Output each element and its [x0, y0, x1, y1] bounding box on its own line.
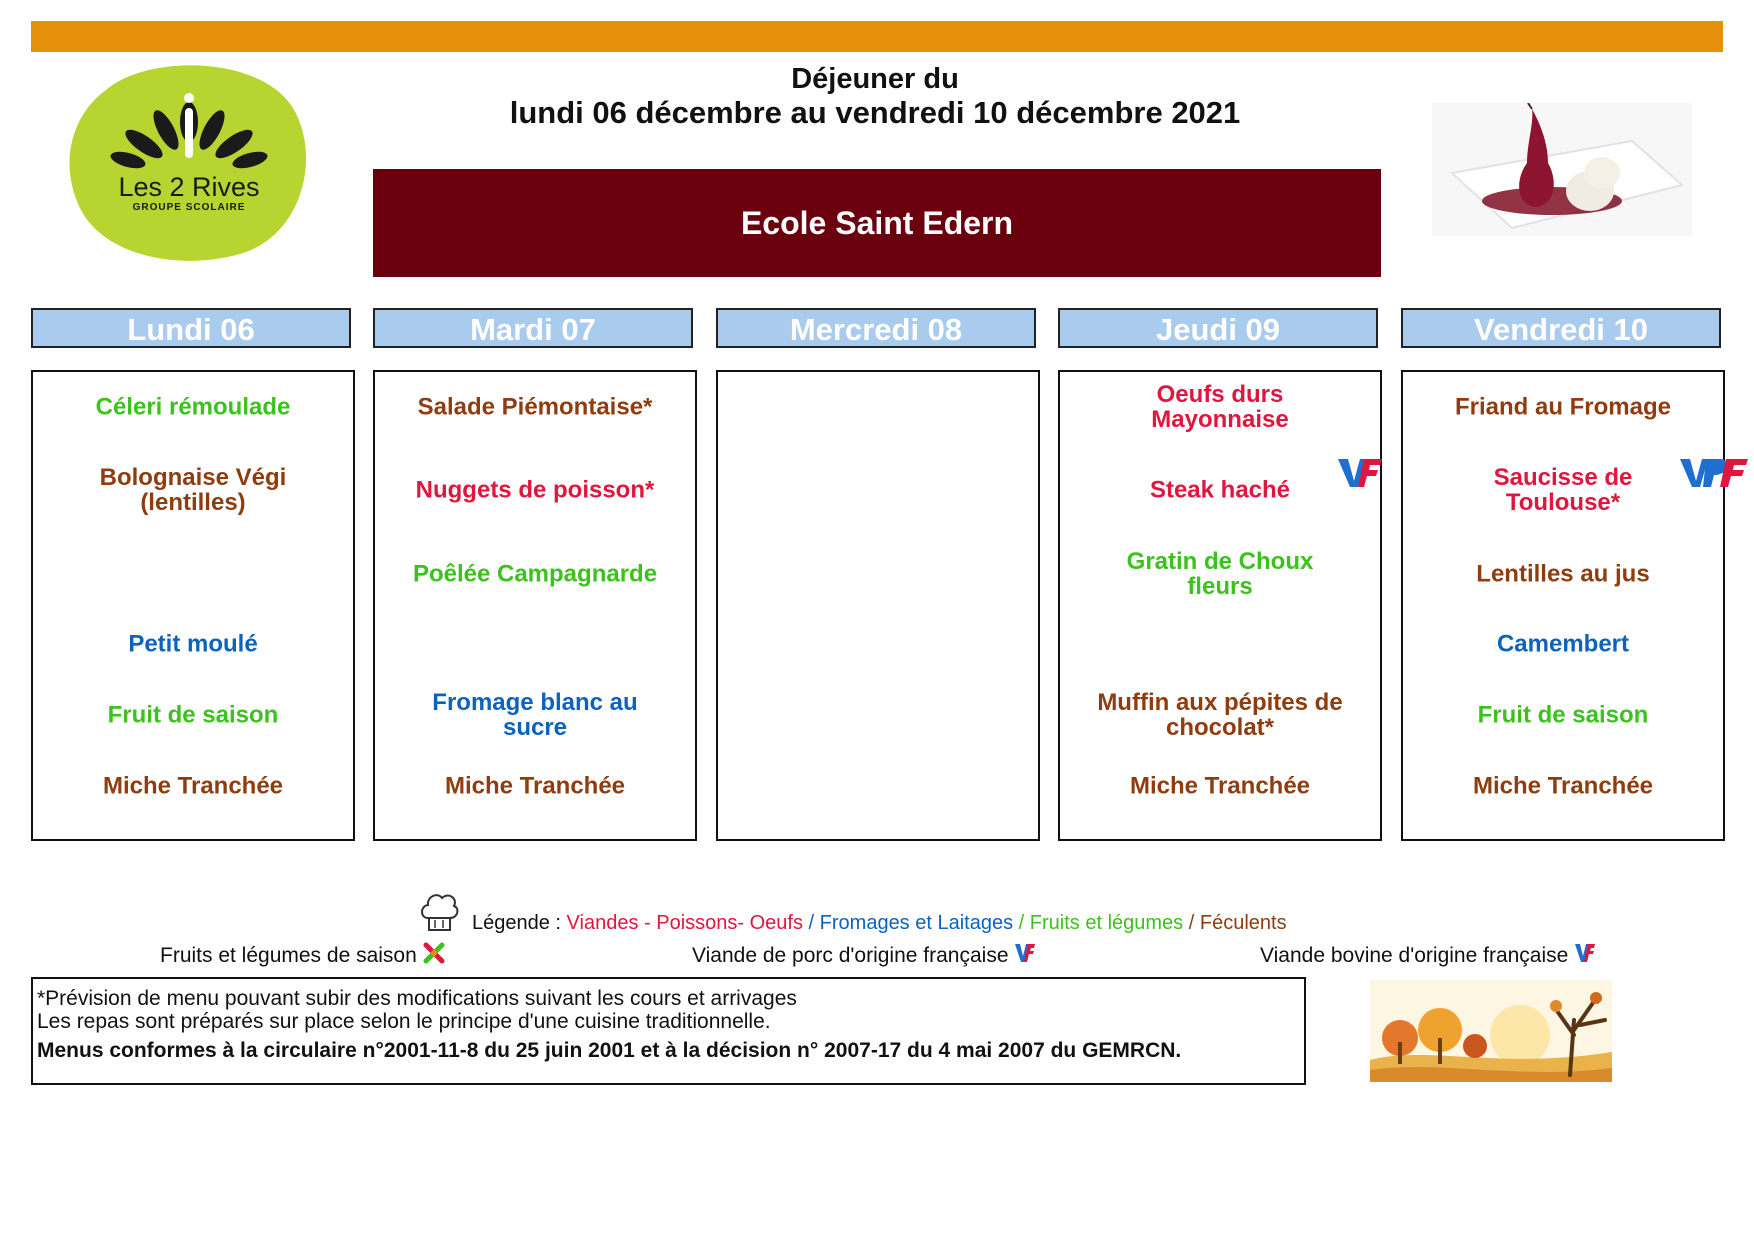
menu-item: Gratin de Choux fleurs — [1126, 548, 1314, 600]
day-header-lundi: Lundi 06 — [31, 308, 351, 348]
school-banner: Ecole Saint Edern — [373, 169, 1381, 277]
autumn-illustration — [1370, 980, 1612, 1082]
menu-item: Salade Piémontaise* — [417, 393, 653, 421]
day-header-mercredi: Mercredi 08 — [716, 308, 1036, 348]
seasonal-produce-icon — [423, 942, 445, 964]
menu-item: Camembert — [1496, 630, 1630, 658]
menu-item: Friand au Fromage — [1454, 393, 1672, 421]
dessert-image — [1432, 103, 1692, 236]
logo-subtitle: GROUPE SCOLAIRE — [132, 202, 246, 213]
viande-bovine-francaise-icon — [1574, 942, 1596, 964]
day-menu-mercredi — [716, 370, 1040, 841]
day-menu-lundi — [31, 370, 355, 841]
legend-fruits: Fruits et légumes — [1029, 912, 1184, 934]
legend-sep: / — [808, 912, 815, 934]
menu-item: Miche Tranchée — [1129, 772, 1311, 800]
legend-porc-label: Viande de porc d'origine française — [692, 944, 1009, 967]
legend-sep: / — [1018, 912, 1025, 934]
menu-item: Miche Tranchée — [444, 772, 626, 800]
note-line-1: *Prévision de menu pouvant subir des modifications suivant les cours et arrivages — [37, 987, 797, 1010]
menu-item: Fruit de saison — [107, 701, 279, 729]
note-line-2: Les repas sont préparés sur place selon le principe d'une cuisine traditionnelle. — [37, 1010, 771, 1033]
viande-francaise-icon — [1336, 455, 1384, 496]
legend-bovine — [1260, 942, 1596, 968]
top-accent-bar — [31, 21, 1723, 52]
title-line-1: Déjeuner du — [791, 63, 959, 95]
day-header-vendredi: Vendredi 10 — [1401, 308, 1721, 348]
notes-box — [31, 977, 1306, 1085]
day-header-jeudi: Jeudi 09 — [1058, 308, 1378, 348]
note-line-3: Menus conformes à la circulaire n°2001-11-8 du 25 juin 2001 et à la décision n° 2007-17 du 4 mai 2007 du GEMRCN. — [37, 1039, 1182, 1062]
legend-viandes: Viandes - Poissons- Oeufs — [566, 912, 803, 934]
legend-feculents: Féculents — [1199, 912, 1287, 934]
menu-item: Miche Tranchée — [1472, 772, 1654, 800]
menu-item: Petit moulé — [128, 630, 258, 658]
legend-label: Légende : — [472, 912, 561, 934]
menu-item: Bolognaise Végi (lentilles) — [99, 464, 287, 516]
legend-sep: / — [1188, 912, 1195, 934]
menu-item: Miche Tranchée — [102, 772, 284, 800]
menu-item: Poêlée Campagnarde — [412, 560, 658, 588]
day-header-mardi: Mardi 07 — [373, 308, 693, 348]
menu-item: Oeufs durs Mayonnaise — [1151, 381, 1289, 433]
legend — [472, 912, 1287, 935]
menu-item: Fromage blanc au sucre — [432, 689, 638, 741]
menu-item: Saucisse de Toulouse* — [1493, 464, 1633, 516]
menu-item: Nuggets de poisson* — [415, 476, 655, 504]
viande-porc-francaise-icon — [1678, 455, 1750, 496]
legend-saison — [160, 942, 445, 968]
legend-fromages: Fromages et Laitages — [819, 912, 1014, 934]
page-title — [380, 62, 1370, 130]
menu-item: Céleri rémoulade — [95, 393, 291, 421]
menu-item: Fruit de saison — [1477, 701, 1649, 729]
viande-porc-francaise-icon — [1014, 942, 1036, 964]
legend-saison-label: Fruits et légumes de saison — [160, 944, 417, 967]
chef-hat-icon — [418, 888, 460, 941]
title-line-2: lundi 06 décembre au vendredi 10 décembre 2021 — [509, 95, 1241, 130]
day-menu-vendredi — [1401, 370, 1725, 841]
day-menu-mardi — [373, 370, 697, 841]
school-logo — [66, 60, 312, 262]
menu-item: Lentilles au jus — [1476, 560, 1650, 588]
menu-item: Steak haché — [1149, 476, 1291, 504]
legend-bovine-label: Viande bovine d'origine française — [1260, 944, 1569, 967]
day-menu-jeudi — [1058, 370, 1382, 841]
menu-item: Muffin aux pépites de chocolat* — [1097, 689, 1343, 741]
logo-brand: Les 2 Rives — [118, 172, 260, 202]
legend-porc — [692, 942, 1036, 968]
